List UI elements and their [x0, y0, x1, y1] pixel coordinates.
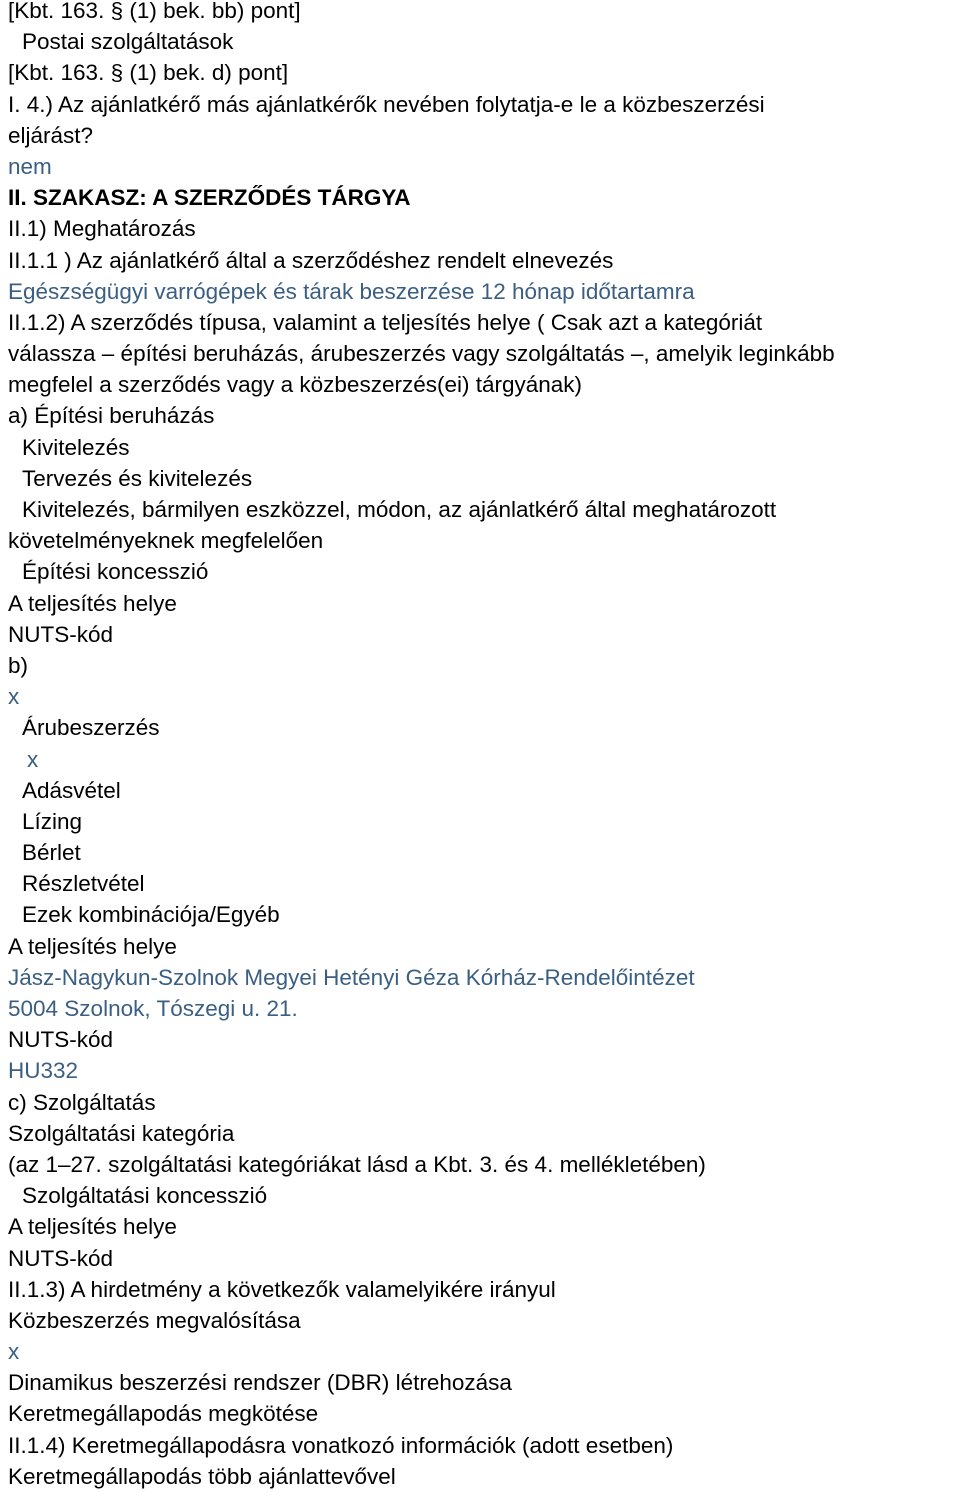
option-item: Lízing	[22, 808, 83, 834]
field-label-cont: válassza – építési beruházás, árubeszerzés vagy szolgáltatás –, amelyik leginkább	[8, 341, 835, 367]
checked-mark: x	[8, 684, 20, 710]
field-label: NUTS-kód	[8, 621, 114, 647]
address-value: 5004 Szolnok, Tószegi u. 21.	[8, 996, 298, 1021]
option-item: Bérlet	[22, 840, 81, 866]
section-title: II. SZAKASZ: A SZERZŐDÉS TÁRGYA	[8, 185, 411, 211]
field-label: II.1.4) Keretmegállapodásra vonatkozó információk (adott esetben)	[8, 1432, 674, 1458]
option-item: Árubeszerzés	[22, 715, 160, 741]
option-item: Adásvétel	[22, 777, 121, 803]
option-item: Keretmegállapodás több ajánlattevővel	[8, 1463, 396, 1489]
question-heading: I. 4.) Az ajánlatkérő más ajánlatkérők nevében folytatja-e le a közbeszerzési	[8, 91, 765, 117]
legal-reference: [Kbt. 163. § (1) bek. d) pont]	[8, 60, 289, 86]
field-label: A teljesítés helye	[8, 590, 177, 616]
checked-mark: x	[8, 1339, 20, 1365]
option-item: Tervezés és kivitelezés	[22, 465, 253, 491]
field-label: II.1.2) A szerződés típusa, valamint a teljesítés helye ( Csak azt a kategóriát	[8, 309, 763, 335]
option-item: Kivitelezés	[22, 434, 130, 460]
location-value: Jász-Nagykun-Szolnok Megyei Hetényi Géza Kórház-Rendelőintézet	[8, 964, 695, 990]
option-item: Kivitelezés, bármilyen eszközzel, módon, az ajánlatkérő által meghatározott	[22, 497, 777, 522]
checked-mark: x	[27, 746, 39, 772]
nuts-code-value: HU332	[8, 1058, 79, 1084]
option-item: Ezek kombinációja/Egyéb	[22, 902, 280, 928]
option-item: Dinamikus beszerzési rendszer (DBR) létrehozása	[8, 1370, 512, 1396]
field-label: NUTS-kód	[8, 1245, 114, 1271]
field-label: NUTS-kód	[8, 1027, 114, 1053]
option-item: Szolgáltatási koncesszió	[22, 1183, 268, 1209]
option-postal-services: Postai szolgáltatások	[22, 29, 234, 55]
option-item: Részletvétel	[22, 871, 145, 897]
field-note: (az 1–27. szolgáltatási kategóriákat lásd a Kbt. 3. és 4. mellékletében)	[8, 1151, 706, 1177]
category-heading: b)	[8, 652, 29, 678]
option-item-cont: követelményeknek megfelelően	[8, 528, 324, 554]
field-label: II.1.3) A hirdetmény a következők valamelyikére irányul	[8, 1276, 556, 1302]
legal-reference: [Kbt. 163. § (1) bek. bb) pont]	[8, 0, 301, 23]
option-item: Keretmegállapodás megkötése	[8, 1401, 319, 1427]
option-item: Építési koncesszió	[22, 559, 209, 585]
field-label: A teljesítés helye	[8, 933, 177, 959]
field-label-cont: megfelel a szerződés vagy a közbeszerzés(ei) tárgyának)	[8, 372, 583, 398]
option-item: Közbeszerzés megvalósítása	[8, 1307, 301, 1333]
category-heading: a) Építési beruházás	[8, 403, 215, 429]
question-heading-cont: eljárást?	[8, 122, 94, 148]
category-heading: c) Szolgáltatás	[8, 1089, 156, 1115]
contract-name-value: Egészségügyi varrógépek és tárak beszerzése 12 hónap időtartamra	[8, 278, 695, 304]
field-label: A teljesítés helye	[8, 1214, 177, 1240]
answer-value: nem	[8, 153, 52, 179]
field-label: II.1.1 ) Az ajánlatkérő által a szerződéshez rendelt elnevezés	[8, 247, 614, 273]
field-label: Szolgáltatási kategória	[8, 1120, 235, 1146]
subsection-heading: II.1) Meghatározás	[8, 216, 196, 242]
